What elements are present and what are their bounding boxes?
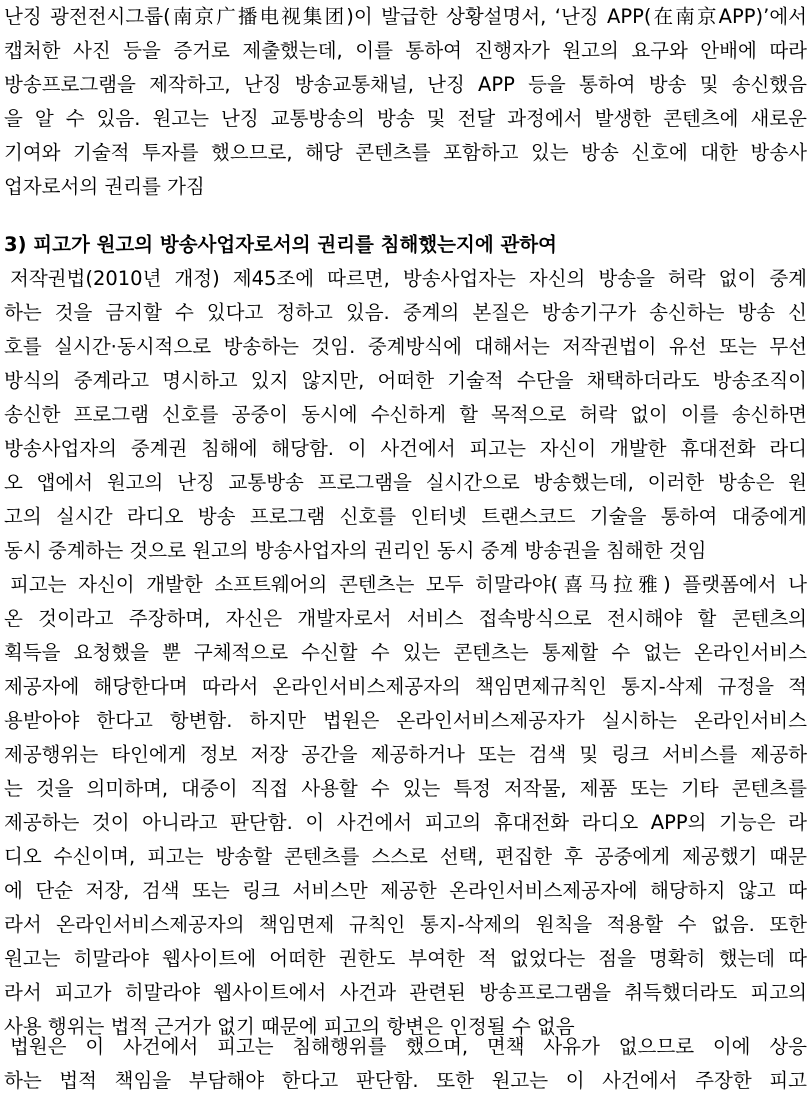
paragraph2-line: 에 단순 저장, 검색 또는 링크 서비스만 제공한 온라인서비스제공자에 해당하지 않고 따 (4, 879, 807, 902)
section-heading: 3) 피고가 원고의 방송사업자로서의 권리를 침해했는지에 관하여 (4, 233, 557, 256)
paragraph1-line: 송신한 프로그램 신호를 공중이 동시에 수신하게 할 목적으로 허락 없이 이를 송신하면 (4, 403, 807, 426)
paragraph1-line: 고의 실시간 라디오 방송 프로그램 신호를 인터넷 트랜스코드 기술을 통하여 대중에게 (4, 505, 807, 528)
intro-line: 난징 광전전시그룹(南京广播电视集团)이 발급한 상황설명서, ‘난징 APP(在南京APP)’에서 (4, 5, 807, 28)
intro-line: 기여와 기술적 투자를 했으므로, 해당 콘텐츠를 포함하고 있는 방송 신호에 대한 방송사 (4, 141, 807, 164)
intro-line: 캡처한 사진 등을 증거로 제출했는데, 이를 통하여 진행자가 원고의 요구와 안배에 따라 (4, 39, 807, 62)
paragraph3-line: 법원은 이 사건에서 피고는 침해행위를 했으며, 면책 사유가 없으므로 이에 상응 (10, 1035, 807, 1058)
paragraph2-line: 라서 피고가 히말라야 웹사이트에서 사건과 관련된 방송프로그램을 취득했더라도 피고의 (4, 981, 807, 1004)
paragraph1-line: 호를 실시간·동시적으로 방송하는 것임. 중계방식에 대해서는 저작권법이 유선 또는 무선 (4, 335, 807, 358)
paragraph1-line: 오 앱에서 원고의 난징 교통방송 프로그램을 실시간으로 방송했는데, 이러한 방송은 원 (4, 471, 807, 494)
paragraph2-line: 사용 행위는 법적 근거가 없기 때문에 피고의 항변은 인정될 수 없음 (4, 1015, 575, 1038)
paragraph2-line: 제공하는 것이 아니라고 판단함. 이 사건에서 피고의 휴대전화 라디오 APP의 기능은 라 (4, 811, 807, 834)
paragraph2-line: 획득을 요청했을 뿐 구체적으로 수신할 수 있는 콘텐츠는 통제할 수 없는 온라인서비스 (4, 641, 807, 664)
paragraph1-line: 하는 것을 금지할 수 있다고 정하고 있음. 중계의 본질은 방송기구가 송신하는 방송 신 (4, 301, 807, 324)
paragraph2-line: 원고는 히말라야 웹사이트에 어떠한 권한도 부여한 적 없었다는 점을 명확히 했는데 따 (4, 947, 807, 970)
paragraph3-line: 하는 법적 책임을 부담해야 한다고 판단함. 또한 원고는 이 사건에서 주장한 피고 (4, 1069, 807, 1092)
paragraph2-line: 라서 온라인서비스제공자의 책임면제 규칙인 통지-삭제의 원칙을 적용할 수 없음. 또한 (4, 913, 807, 936)
intro-line: 방송프로그램을 제작하고, 난징 방송교통채널, 난징 APP 등을 통하여 방송 및 송신했음 (4, 73, 807, 96)
paragraph1-line: 저작권법(2010년 개정) 제45조에 따르면, 방송사업자는 자신의 방송을 허락 없이 중계 (10, 267, 807, 290)
paragraph2-line: 피고는 자신이 개발한 소프트웨어의 콘텐츠는 모두 히말라야(喜马拉雅) 플랫폼에서 나 (10, 573, 807, 596)
paragraph2-line: 용받아야 한다고 항변함. 하지만 법원은 온라인서비스제공자가 실시하는 온라인서비스 (4, 709, 807, 732)
paragraph2-line: 제공자에 해당한다며 따라서 온라인서비스제공자의 책임면제규칙인 통지-삭제 규정을 적 (4, 675, 807, 698)
intro-line: 업자로서의 권리를 가짐 (4, 175, 205, 198)
paragraph2-line: 온 것이라고 주장하며, 자신은 개발자로서 서비스 접속방식으로 전시해야 할 콘텐츠의 (4, 607, 807, 630)
paragraph1-line: 동시 중계하는 것으로 원고의 방송사업자의 권리인 동시 중계 방송권을 침해한 것임 (4, 539, 707, 562)
paragraph2-line: 디오 수신이며, 피고는 방송할 콘텐츠를 스스로 선택, 편집한 후 공중에게 제공했기 때문 (4, 845, 807, 868)
intro-line: 을 알 수 있음. 원고는 난징 교통방송의 방송 및 전달 과정에서 발생한 콘텐츠에 새로운 (4, 107, 807, 130)
paragraph1-line: 방송사업자의 중계권 침해에 해당함. 이 사건에서 피고는 자신이 개발한 휴대전화 라디 (4, 437, 807, 460)
paragraph1-line: 방식의 중계라고 명시하고 있지 않지만, 어떠한 기술적 수단을 채택하더라도 방송조직이 (4, 369, 807, 392)
paragraph2-line: 는 것을 의미하며, 대중이 직접 사용할 수 있는 특정 저작물, 제품 또는 기타 콘텐츠를 (4, 777, 807, 800)
paragraph2-line: 제공행위는 타인에게 정보 저장 공간을 제공하거나 또는 검색 및 링크 서비스를 제공하 (4, 743, 807, 766)
